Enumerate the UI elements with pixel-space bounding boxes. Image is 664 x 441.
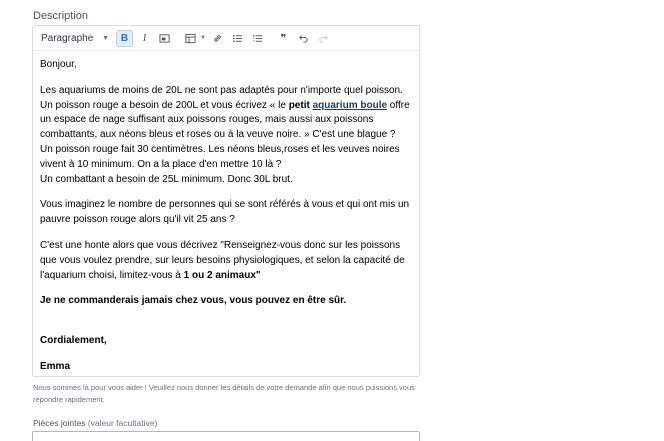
paragraph-format-select[interactable] — [37, 29, 113, 47]
attachments-optional-text: (valeur facultative) — [87, 418, 158, 428]
image-icon — [159, 33, 170, 44]
redo-button[interactable] — [315, 30, 332, 47]
table-chevron-icon: ▼ — [200, 35, 206, 41]
table-button[interactable] — [182, 30, 206, 47]
redo-icon — [318, 33, 329, 44]
signature-text: Emma — [40, 360, 71, 372]
attachments-label-text: Pièces jointes — [33, 418, 86, 428]
p3-bold-text: 1 ou 2 animaux" — [183, 269, 261, 281]
paragraph-2: Vous imaginez le nombre de personnes qui se sont référés à vous et qui ont mis un pauvre poisson rouge alors qu'il vit 25 ans ? — [40, 199, 410, 226]
link-icon — [212, 33, 223, 44]
aquarium-boule-link[interactable]: aquarium boule — [312, 99, 388, 111]
table-icon — [185, 33, 196, 44]
description-hint: Nous sommes là pour vous aider ! Veuillez nous donner les détails de votre demande afin que nous puissions vous répondre rapidement. — [33, 383, 415, 404]
blockquote-button[interactable] — [275, 30, 292, 47]
paragraph-1-line-3: Un combattant a besoin de 25L minimum. Donc 30L brut. — [40, 173, 293, 185]
link-button[interactable] — [209, 30, 226, 47]
quote-icon: ❞ — [280, 32, 287, 45]
p1-text-start: Les aquariums de moins de 20L ne sont pas adaptés pour n'importe quel poisson. Un poisson rouge a besoin de 200L et vous écrivez « le — [40, 84, 403, 111]
italic-icon: I — [142, 32, 147, 44]
numbered-list-button[interactable] — [249, 30, 266, 47]
image-button[interactable] — [156, 30, 173, 47]
chevron-down-icon: ▼ — [102, 34, 109, 42]
undo-icon — [298, 33, 309, 44]
paragraph-format-value: Paragraphe — [41, 32, 94, 44]
paragraph-1 — [40, 84, 412, 143]
description-editor[interactable] — [32, 25, 420, 377]
undo-button[interactable] — [295, 30, 312, 47]
p4-bold-text: Je ne commanderais jamais chez vous, vous pouvez en être sûr. — [40, 295, 347, 307]
p1-text-end: offre un espace de nage suffisant aux poissons rouges, mais aussi aux poissons combattants, aux néons bleus et roses ou à la veuve noire. » C'est une blague ? — [40, 99, 410, 141]
greeting-text: Bonjour, — [40, 59, 77, 70]
editor-content[interactable] — [33, 51, 419, 375]
bulleted-list-icon — [232, 33, 243, 44]
paragraph-1-line-2: Un poisson rouge fait 30 centimètres. Les néons bleus,roses et les veuves noires vivent à 10 minimum. On a la place d'en mettre 10 là ? — [40, 143, 400, 170]
numbered-list-icon — [252, 33, 263, 44]
paragraph-4 — [40, 294, 412, 309]
editor-toolbar — [33, 26, 419, 51]
bold-button[interactable] — [116, 30, 133, 47]
bold-icon: B — [120, 32, 129, 44]
italic-button[interactable] — [136, 30, 153, 47]
p3-text: C'est une honte alors que vous décrivez "Renseignez-vous donc sur les poissons que vous voulez prendre, sur leurs besoins physiologiques, et selon la capacité de l'aquarium choisi, limitez-vous à — [40, 239, 405, 281]
attachments-label — [33, 418, 157, 428]
closing-text: Cordialement, — [40, 335, 107, 347]
p1-bold-text: petit — [288, 99, 310, 111]
paragraph-3 — [40, 239, 412, 283]
bulleted-list-button[interactable] — [229, 30, 246, 47]
attachments-dropzone[interactable] — [32, 431, 420, 441]
description-label: Description — [33, 10, 89, 22]
